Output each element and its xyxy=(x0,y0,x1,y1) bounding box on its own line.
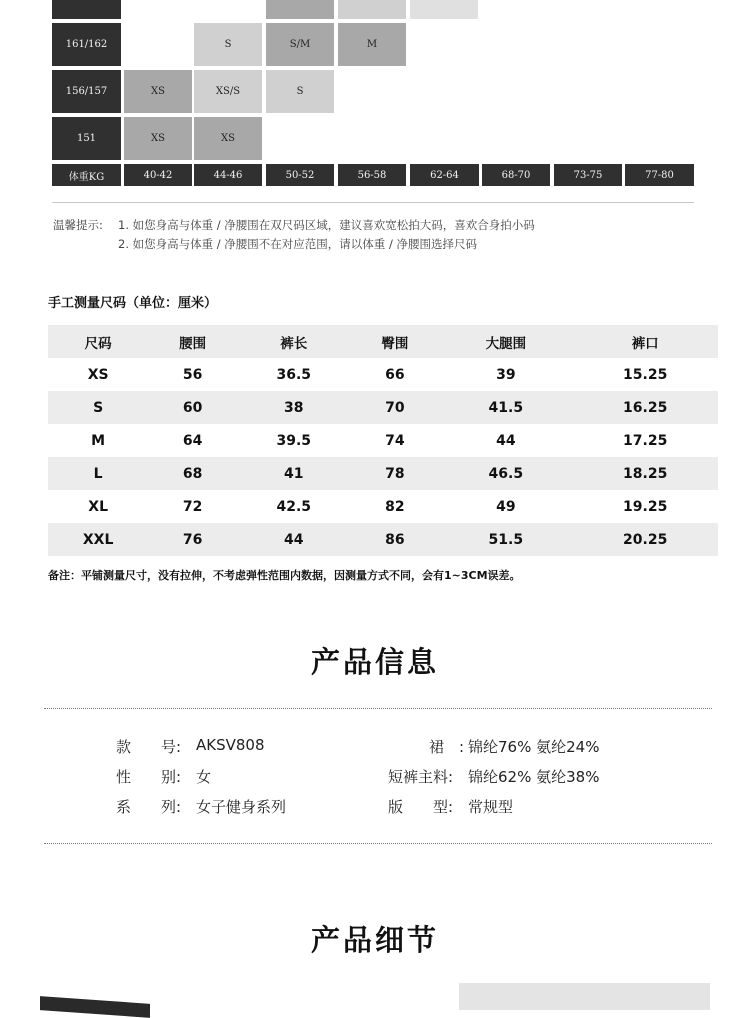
column-header: 尺码 xyxy=(84,335,112,352)
height-cell: 151 xyxy=(52,117,121,160)
table-cell: 64 xyxy=(182,432,203,449)
info-value: 锦纶62% 氨纶38% xyxy=(468,768,600,786)
table-cell: 18.25 xyxy=(623,465,668,482)
table-cell: 49 xyxy=(496,498,516,515)
table-cell: 17.25 xyxy=(623,432,668,449)
table-cell: 41 xyxy=(284,465,304,482)
table-row xyxy=(48,490,718,523)
table-cell: 56 xyxy=(182,366,203,383)
table-header-row xyxy=(48,325,718,358)
table-cell: 15.25 xyxy=(623,366,668,383)
table-cell: 38 xyxy=(284,399,304,416)
tip-line-2: 2. 如您身高与体重 / 净腰围不在对应范围，请以体重 / 净腰围选择尺码 xyxy=(118,237,477,251)
info-value: 常规型 xyxy=(468,798,514,816)
measure-title: 手工测量尺码（单位：厘米） xyxy=(48,296,218,311)
info-label: 版 型: xyxy=(388,798,454,816)
table-cell: 44 xyxy=(496,432,516,449)
table-cell: 44 xyxy=(284,531,304,548)
table-cell: 19.25 xyxy=(623,498,668,515)
table-cell: 66 xyxy=(385,366,405,383)
height-cell xyxy=(52,0,121,19)
weight-cell: 68-70 xyxy=(482,164,550,186)
size-cell xyxy=(266,0,334,19)
tip-label: 温馨提示: xyxy=(53,218,103,232)
column-header: 腰围 xyxy=(179,335,207,352)
table-cell: 74 xyxy=(385,432,405,449)
size-cell: XS xyxy=(124,117,192,160)
weight-cell: 73-75 xyxy=(554,164,622,186)
weight-cell: 40-42 xyxy=(124,164,192,186)
size-cell: XS xyxy=(194,117,262,160)
table-cell: 78 xyxy=(385,465,405,482)
table-cell: 41.5 xyxy=(488,399,524,416)
table-cell: S xyxy=(93,399,104,416)
info-label: 系 列: xyxy=(116,798,182,816)
info-label: 性 别: xyxy=(116,768,182,786)
measure-table xyxy=(48,325,718,556)
info-label: 裙 : xyxy=(428,738,464,756)
table-cell: 60 xyxy=(182,399,203,416)
table-cell: XL xyxy=(88,498,108,515)
table-cell: 42.5 xyxy=(276,498,312,515)
product-info-title: 产品信息 xyxy=(310,645,439,679)
table-cell: 36.5 xyxy=(276,366,312,383)
size-cell: S xyxy=(194,23,262,66)
weight-cell: 50-52 xyxy=(266,164,334,186)
weight-cell: 44-46 xyxy=(194,164,262,186)
table-row xyxy=(48,523,718,556)
product-detail-title: 产品细节 xyxy=(310,923,439,957)
table-cell: 39.5 xyxy=(276,432,312,449)
size-cell: XS/S xyxy=(194,70,262,113)
weight-cell: 56-58 xyxy=(338,164,406,186)
detail-photo-right xyxy=(459,983,710,1010)
size-cell xyxy=(410,0,478,19)
table-row xyxy=(48,457,718,490)
height-cell: 156/157 xyxy=(52,70,121,113)
detail-photo-left xyxy=(40,996,150,1018)
measure-note: 备注：平铺测量尺寸，没有拉伸，不考虑弹性范围内数据，因测量方式不同，会有1~3CM误差。 xyxy=(48,569,521,582)
info-label: 款 号: xyxy=(116,738,182,756)
info-label: 短裤主料: xyxy=(388,768,454,786)
column-header: 裤长 xyxy=(280,335,308,352)
dotted-divider xyxy=(44,708,712,709)
info-value: 女 xyxy=(196,768,212,786)
table-row xyxy=(48,391,718,424)
table-cell: XXL xyxy=(82,531,114,548)
table-cell: 72 xyxy=(182,498,203,515)
table-cell: 86 xyxy=(385,531,405,548)
weight-header-cell: 体重KG xyxy=(52,164,121,186)
column-header: 裤口 xyxy=(631,335,659,352)
table-cell: 51.5 xyxy=(488,531,524,548)
column-header: 臀围 xyxy=(381,335,409,352)
divider xyxy=(52,202,694,203)
table-cell: M xyxy=(91,432,106,449)
table-cell: 82 xyxy=(385,498,405,515)
info-value: 女子健身系列 xyxy=(196,798,287,816)
size-cell xyxy=(338,0,406,19)
tip-line-1: 1. 如您身高与体重 / 净腰围在双尺码区域，建议喜欢宽松拍大码，喜欢合身拍小码 xyxy=(118,218,535,232)
table-cell: 70 xyxy=(385,399,405,416)
table-cell: L xyxy=(93,465,103,482)
table-cell: XS xyxy=(87,366,109,383)
table-row xyxy=(48,358,718,391)
size-cell: M xyxy=(338,23,406,66)
table-cell: 39 xyxy=(496,366,516,383)
size-cell: XS xyxy=(124,70,192,113)
table-cell: 68 xyxy=(182,465,203,482)
info-value: AKSV808 xyxy=(196,736,265,754)
size-cell: S xyxy=(266,70,334,113)
table-cell: 16.25 xyxy=(623,399,668,416)
size-cell: S/M xyxy=(266,23,334,66)
size-chart-grid xyxy=(52,0,694,186)
weight-cell: 77-80 xyxy=(625,164,694,186)
weight-cell: 62-64 xyxy=(410,164,479,186)
height-cell: 161/162 xyxy=(52,23,121,66)
table-cell: 76 xyxy=(182,531,203,548)
table-cell: 20.25 xyxy=(623,531,668,548)
column-header: 大腿围 xyxy=(485,335,527,352)
info-value: 锦纶76% 氨纶24% xyxy=(468,738,600,756)
table-row xyxy=(48,424,718,457)
dotted-divider xyxy=(44,843,712,844)
table-cell: 46.5 xyxy=(488,465,524,482)
